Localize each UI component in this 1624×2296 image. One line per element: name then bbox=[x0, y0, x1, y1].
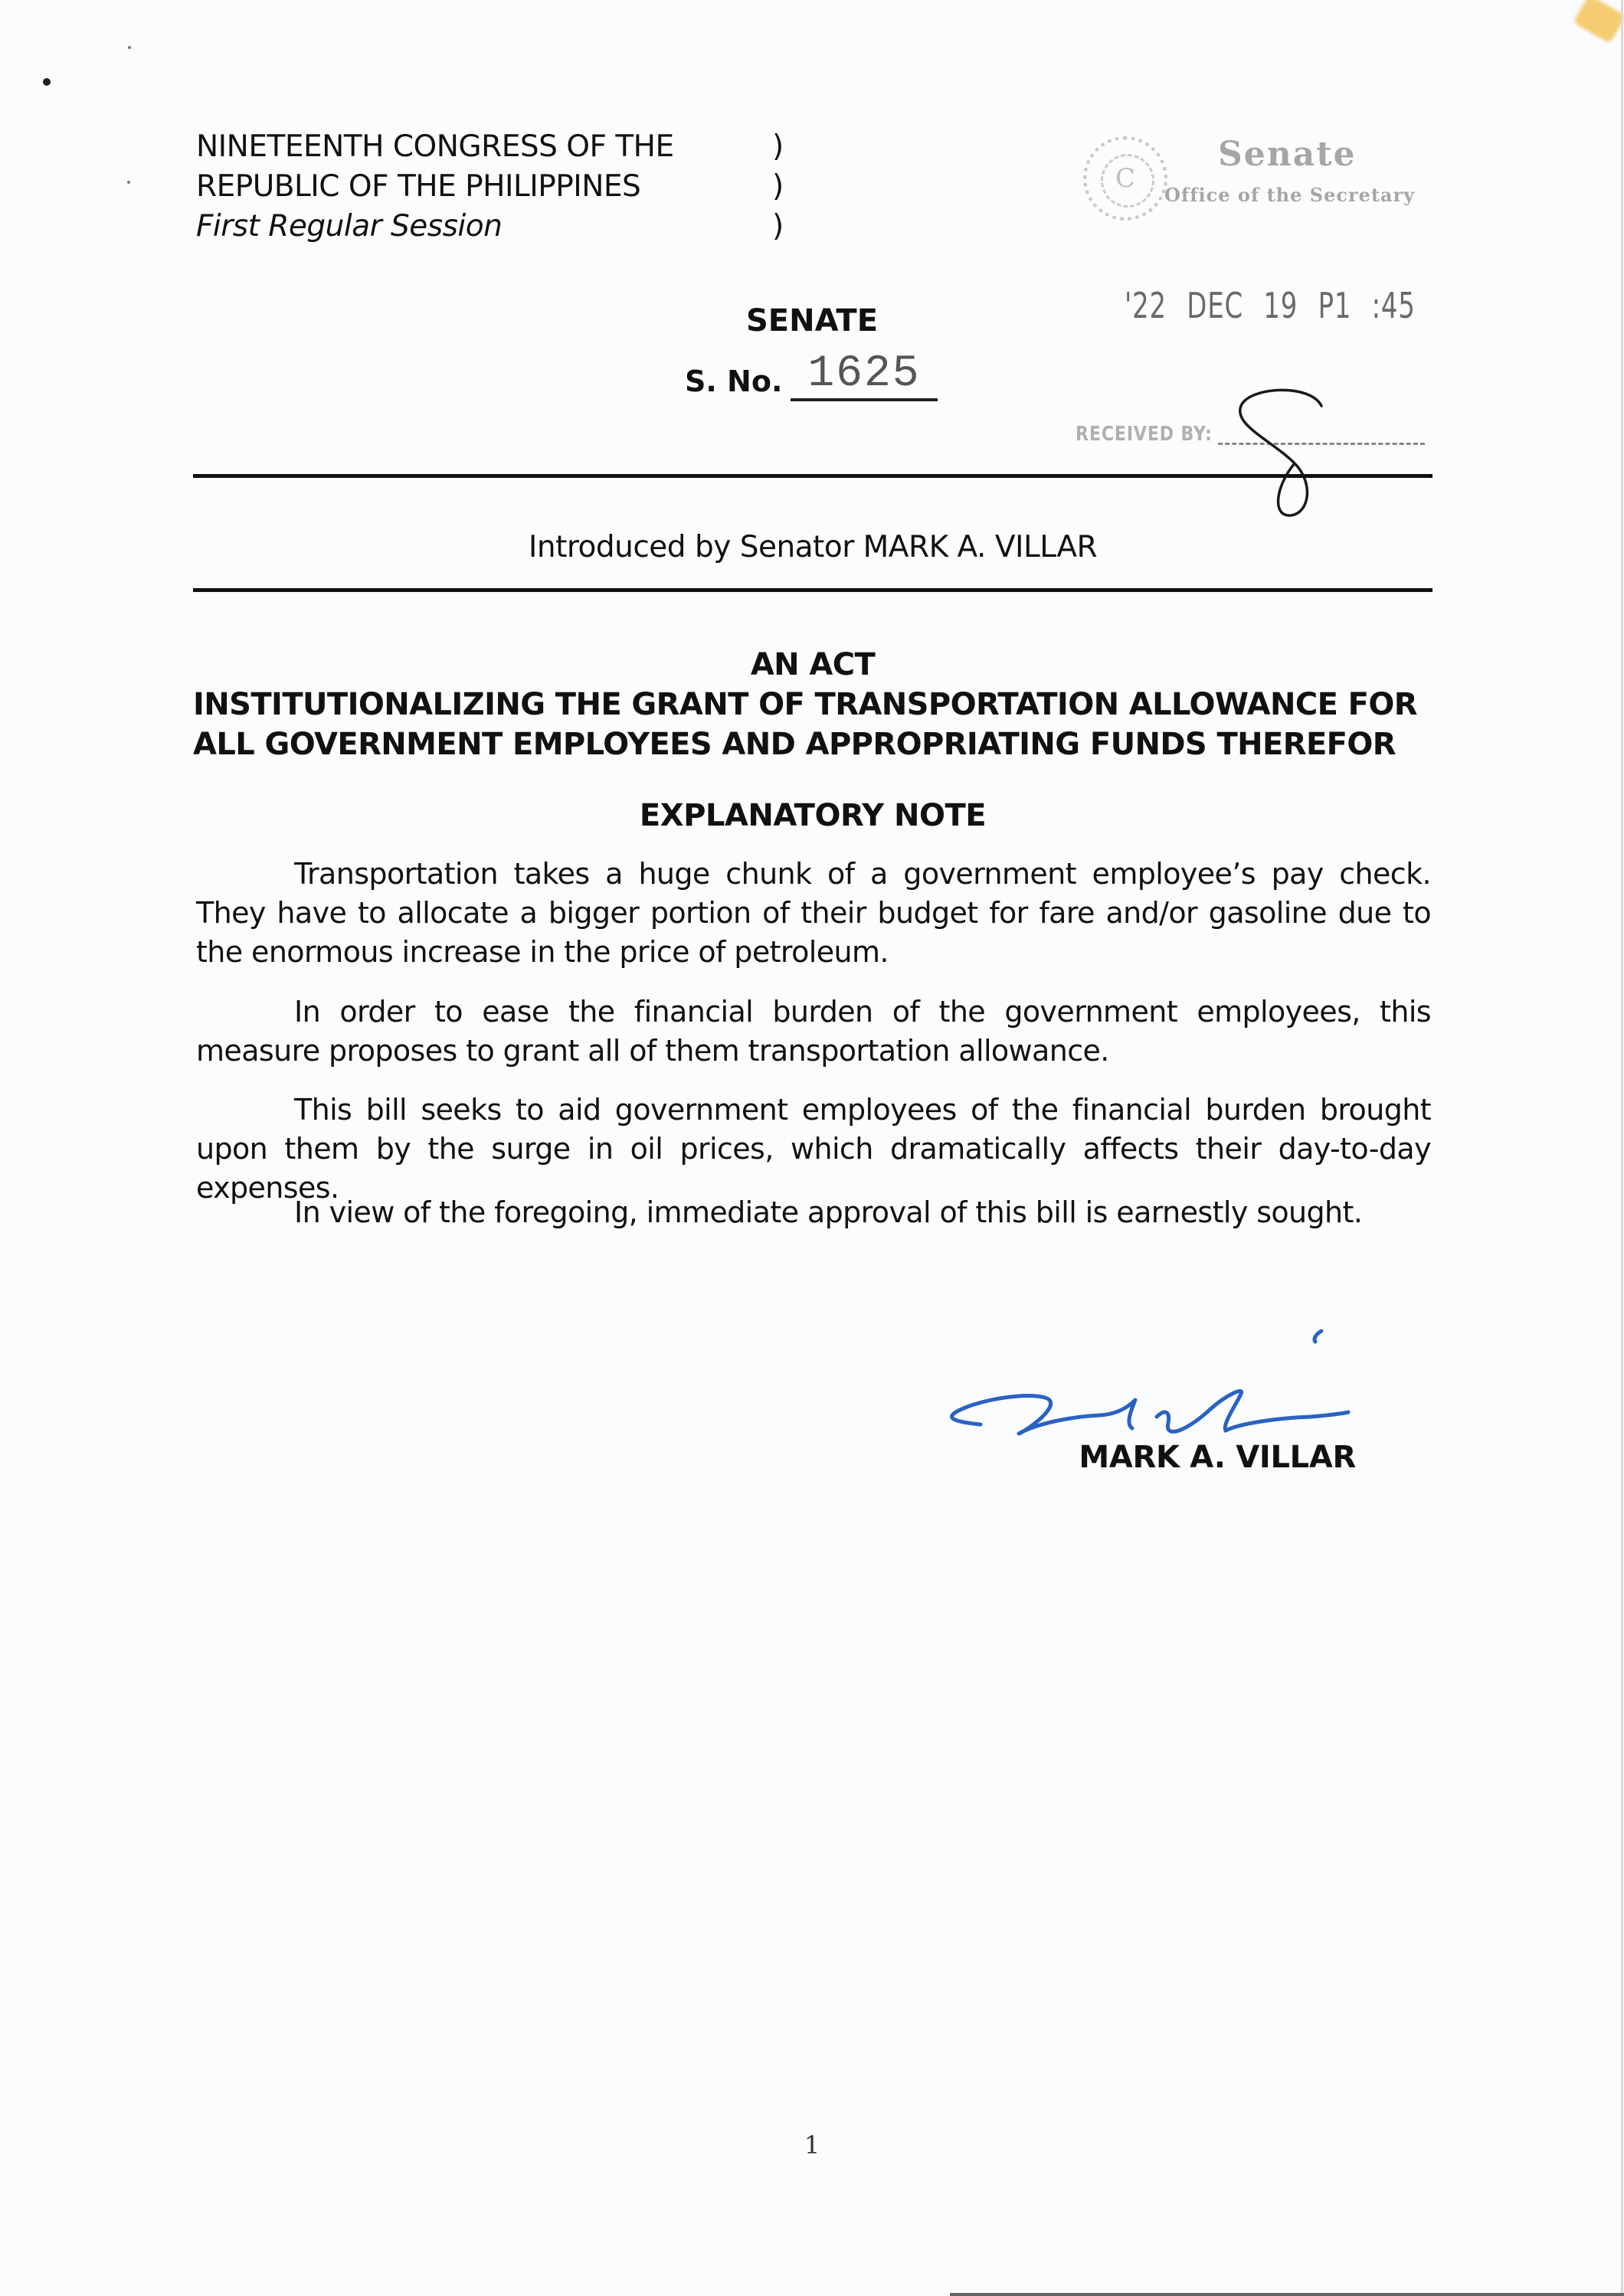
received-initials-signature bbox=[1226, 387, 1348, 525]
handwritten-signature bbox=[935, 1302, 1364, 1440]
introduced-by: Introduced by Senator MARK A. VILLAR bbox=[528, 530, 1098, 564]
scan-speck bbox=[127, 181, 130, 184]
chamber-label: SENATE bbox=[745, 303, 879, 339]
paren: ) bbox=[772, 129, 784, 164]
paragraph-text: Transportation takes a huge chunk of a government employee’s pay check. They have to allocate a bigger portion of their budget for fare and/or gasoline due to the enormous increase in the price of petroleum. bbox=[196, 857, 1431, 969]
bill-number: 1625 bbox=[791, 351, 938, 401]
paragraph-text: In view of the foregoing, immediate approval of this bill is earnestly sought. bbox=[294, 1195, 1363, 1229]
paragraph bbox=[196, 855, 1431, 972]
signatory-name: MARK A. VILLAR bbox=[1079, 1440, 1356, 1475]
page-edge bbox=[950, 2293, 1624, 2296]
paragraph-text: This bill seeks to aid government employees of the financial burden brought upon them by the surge in oil prices, which dramatically affects their day-to-day expenses. bbox=[196, 1093, 1431, 1205]
paren: ) bbox=[772, 209, 784, 244]
paragraph-text: In order to ease the financial burden of the government employees, this measure proposes to grant all of them transportation allowance. bbox=[196, 995, 1431, 1068]
act-title: INSTITUTIONALIZING THE GRANT OF TRANSPORTATION ALLOWANCE FOR ALL GOVERNMENT EMPLOYEES AND APPROPRIATING FUNDS THEREFOR bbox=[193, 687, 1418, 762]
paren: ) bbox=[772, 169, 784, 204]
act-heading: AN ACT bbox=[750, 647, 876, 682]
congress-header bbox=[196, 127, 674, 247]
paragraph bbox=[196, 1091, 1431, 1208]
divider-rule bbox=[193, 474, 1432, 478]
paragraph bbox=[196, 1193, 1431, 1232]
paragraph bbox=[196, 993, 1431, 1071]
stamp-datetime: '22 DEC 19 P1 :45 bbox=[1125, 285, 1416, 326]
tape-mark bbox=[1573, 0, 1624, 44]
congress-line: NINETEENTH CONGRESS OF THE bbox=[196, 129, 674, 164]
page-edge bbox=[1621, 0, 1623, 2296]
act-title-block bbox=[193, 645, 1432, 764]
divider-rule bbox=[193, 588, 1432, 592]
scan-speck bbox=[128, 46, 131, 49]
header-parentheses bbox=[772, 127, 784, 247]
page-number: 1 bbox=[804, 2131, 820, 2160]
congress-line: REPUBLIC OF THE PHILIPPINES bbox=[196, 169, 641, 204]
bill-number-label: S. No. bbox=[685, 365, 783, 398]
explanatory-note-heading: EXPLANATORY NOTE bbox=[639, 798, 987, 833]
stamp-office-sub: Office of the Secretary bbox=[1164, 184, 1416, 206]
received-by-label: RECEIVED BY: bbox=[1076, 423, 1213, 446]
senate-seal-icon bbox=[1083, 136, 1167, 221]
session-line: First Regular Session bbox=[196, 209, 503, 244]
seal-monogram: C bbox=[1115, 163, 1135, 194]
scan-speck bbox=[43, 78, 51, 86]
stamp-office-name: Senate bbox=[1218, 135, 1357, 174]
